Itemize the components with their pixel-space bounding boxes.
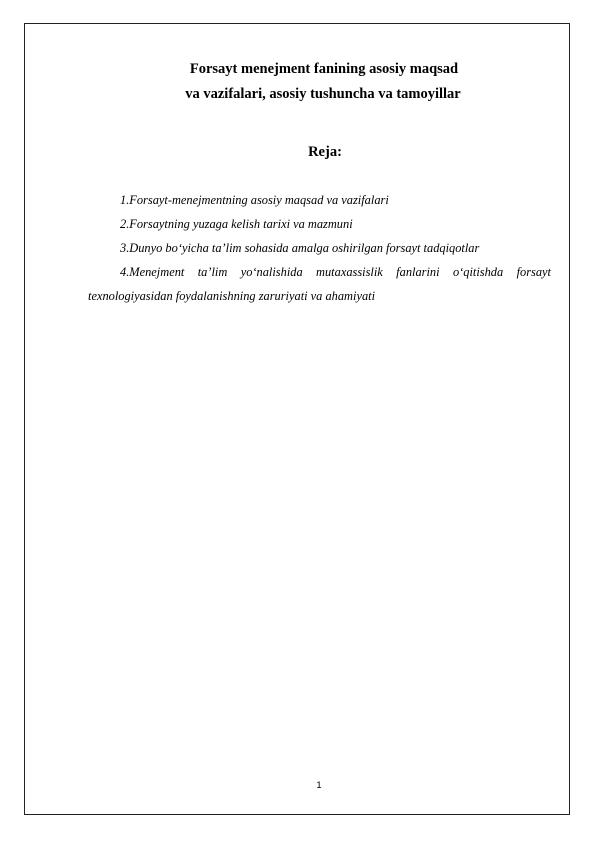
plan-list-continued xyxy=(88,260,551,308)
plan-item-2: 2.Forsaytning yuzaga kelish tarixi va mazmuni xyxy=(120,217,353,231)
plan-heading: Reja: xyxy=(308,144,342,160)
page-border xyxy=(24,23,570,815)
plan-item-3: 3.Dunyo bo‘yicha ta’lim sohasida amalga oshirilgan forsayt tadqiqotlar xyxy=(120,241,480,255)
document-title-line-2: va vazifalari, asosiy tushuncha va tamoyillar xyxy=(185,86,461,102)
plan-list xyxy=(88,188,551,260)
document-title-line-1: Forsayt menejment fanining asosiy maqsad xyxy=(189,61,459,77)
plan-item-4: 4.Menejment ta’lim yo‘nalishida mutaxassislik fanlarini o‘qitishda forsayt texnologiyasidan foydalanishning zaruriyati va ahamiyati xyxy=(88,265,551,303)
plan-item-1: 1.Forsayt-menejmentning asosiy maqsad va vazifalari xyxy=(120,193,389,207)
page-number: 1 xyxy=(316,780,322,791)
